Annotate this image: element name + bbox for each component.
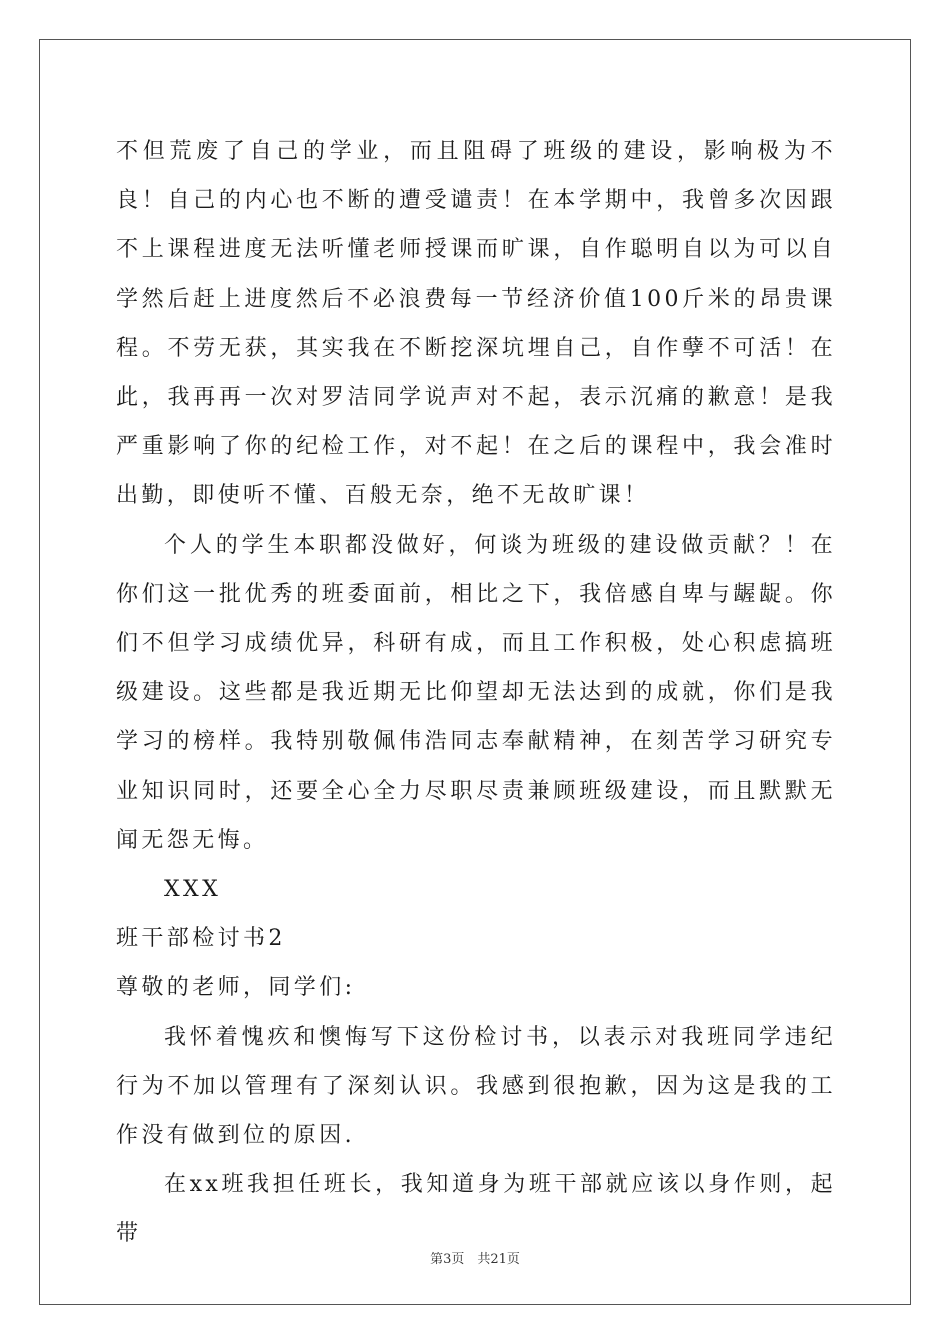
document-body: [116, 127, 836, 1259]
page-footer: 第3页 共21页: [430, 1252, 520, 1267]
signature: XXX: [164, 877, 222, 903]
paragraph-3: 我怀着愧疚和懊悔写下这份检讨书，以表示对我班同学违纪行为不加以管理有了深刻认识。我感到很抱歉，因为这是我的工作没有做到位的原因.: [116, 1024, 836, 1149]
section-title: 班干部检讨书2: [116, 926, 286, 952]
paragraph-2: 个人的学生本职都没做好，何谈为班级的建设做贡献？！在你们这一批优秀的班委面前，相比之下，我倍感自卑与龌龊。你们不但学习成绩优异，科研有成，而且工作积极，处心积虑搞班级建设。这些都是我近期无比仰望却无法达到的成就，你们是我学习的榜样。我特别敬佩伟浩同志奉献精神，在刻苦学习研究专业知识同时，还要全心全力尽职尽责兼顾班级建设，而且默默无闻无怨无悔。: [116, 532, 836, 853]
paragraph-4: 在xx班我担任班长，我知道身为班干部就应该以身作则，起带: [116, 1172, 836, 1247]
paragraph-1: 不但荒废了自己的学业，而且阻碍了班级的建设，影响极为不良！自己的内心也不断的遭受谴责！在本学期中，我曾多次因跟不上课程进度无法听懂老师授课而旷课，自作聪明自以为可以自学然后赶上进度然后不必浪费每一节经济价值100斤米的昂贵课程。不劳无获，其实我在不断挖深坑埋自己，自作孽不可活！在此，我再再一次对罗洁同学说声对不起，表示沉痛的歉意！是我严重影响了你的纪检工作，对不起！在之后的课程中，我会准时出勤，即使听不懂、百般无奈，绝不无故旷课！: [116, 139, 836, 509]
salutation: 尊敬的老师，同学们:: [116, 975, 356, 1001]
